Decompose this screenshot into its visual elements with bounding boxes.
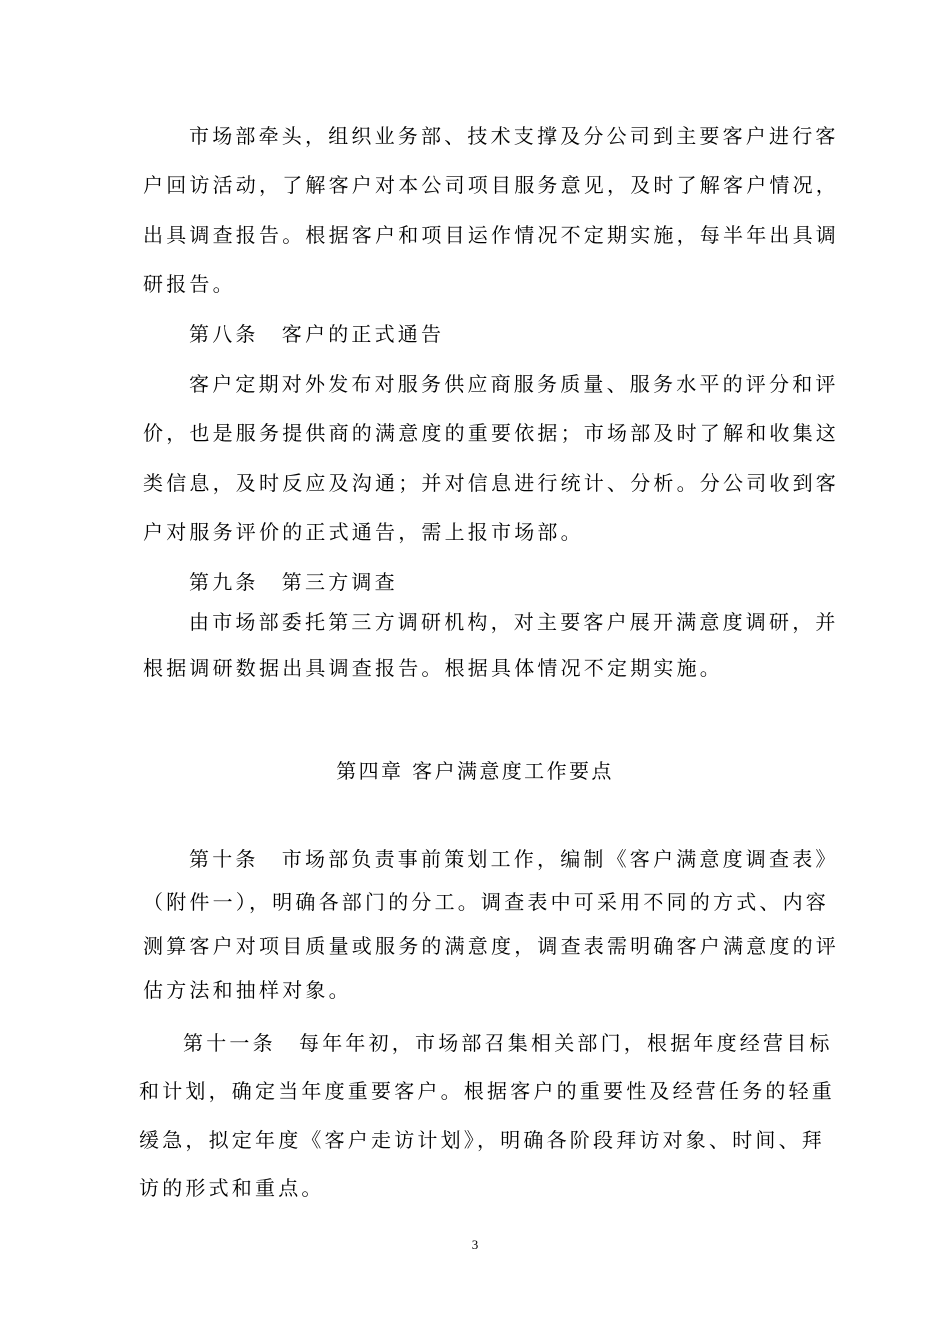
- article-8-line-4: 户对服务评价的正式通告，需上报市场部。: [143, 520, 584, 544]
- paragraph-1-line-3: 出具调查报告。根据客户和项目运作情况不定期实施，每半年出具调: [143, 223, 839, 247]
- chapter-heading: 第四章 客户满意度工作要点: [336, 759, 614, 783]
- article-10-line-4: 估方法和抽样对象。: [143, 978, 352, 1002]
- article-11-line-1: 第十一条 每年年初，市场部召集相关部门，根据年度经营目标: [183, 1031, 833, 1055]
- article-9-title: 第九条 第三方调查: [189, 570, 398, 594]
- article-10-line-2: （附件一），明确各部门的分工。调查表中可采用不同的方式、内容: [143, 890, 829, 914]
- article-8-line-1: 客户定期对外发布对服务供应商服务质量、服务水平的评分和评: [189, 372, 839, 396]
- article-9-line-2: 根据调研数据出具调查报告。根据具体情况不定期实施。: [143, 656, 723, 680]
- article-8-line-2: 价，也是服务提供商的满意度的重要依据；市场部及时了解和收集这: [143, 421, 839, 445]
- paragraph-1-line-2: 户回访活动，了解客户对本公司项目服务意见，及时了解客户情况，: [143, 173, 839, 197]
- article-10-line-1: 第十条 市场部负责事前策划工作，编制《客户满意度调查表》: [189, 847, 839, 871]
- article-10-line-3: 测算客户对项目质量或服务的满意度，调查表需明确客户满意度的评: [143, 934, 839, 958]
- article-11-line-3: 缓急，拟定年度《客户走访计划》，明确各阶段拜访对象、时间、拜: [139, 1128, 825, 1152]
- article-8-title: 第八条 客户的正式通告: [189, 322, 445, 346]
- page-number: 3: [471, 1237, 479, 1252]
- article-11-line-4: 访的形式和重点。: [139, 1176, 325, 1200]
- article-9-line-1: 由市场部委托第三方调研机构，对主要客户展开满意度调研，并: [189, 610, 839, 634]
- paragraph-1-line-1: 市场部牵头，组织业务部、技术支撑及分公司到主要客户进行客: [189, 124, 839, 148]
- paragraph-1-line-4: 研报告。: [143, 272, 236, 296]
- article-8-line-3: 类信息，及时反应及沟通；并对信息进行统计、分析。分公司收到客: [143, 471, 839, 495]
- article-11-line-2: 和计划，确定当年度重要客户。根据客户的重要性及经营任务的轻重: [139, 1079, 835, 1103]
